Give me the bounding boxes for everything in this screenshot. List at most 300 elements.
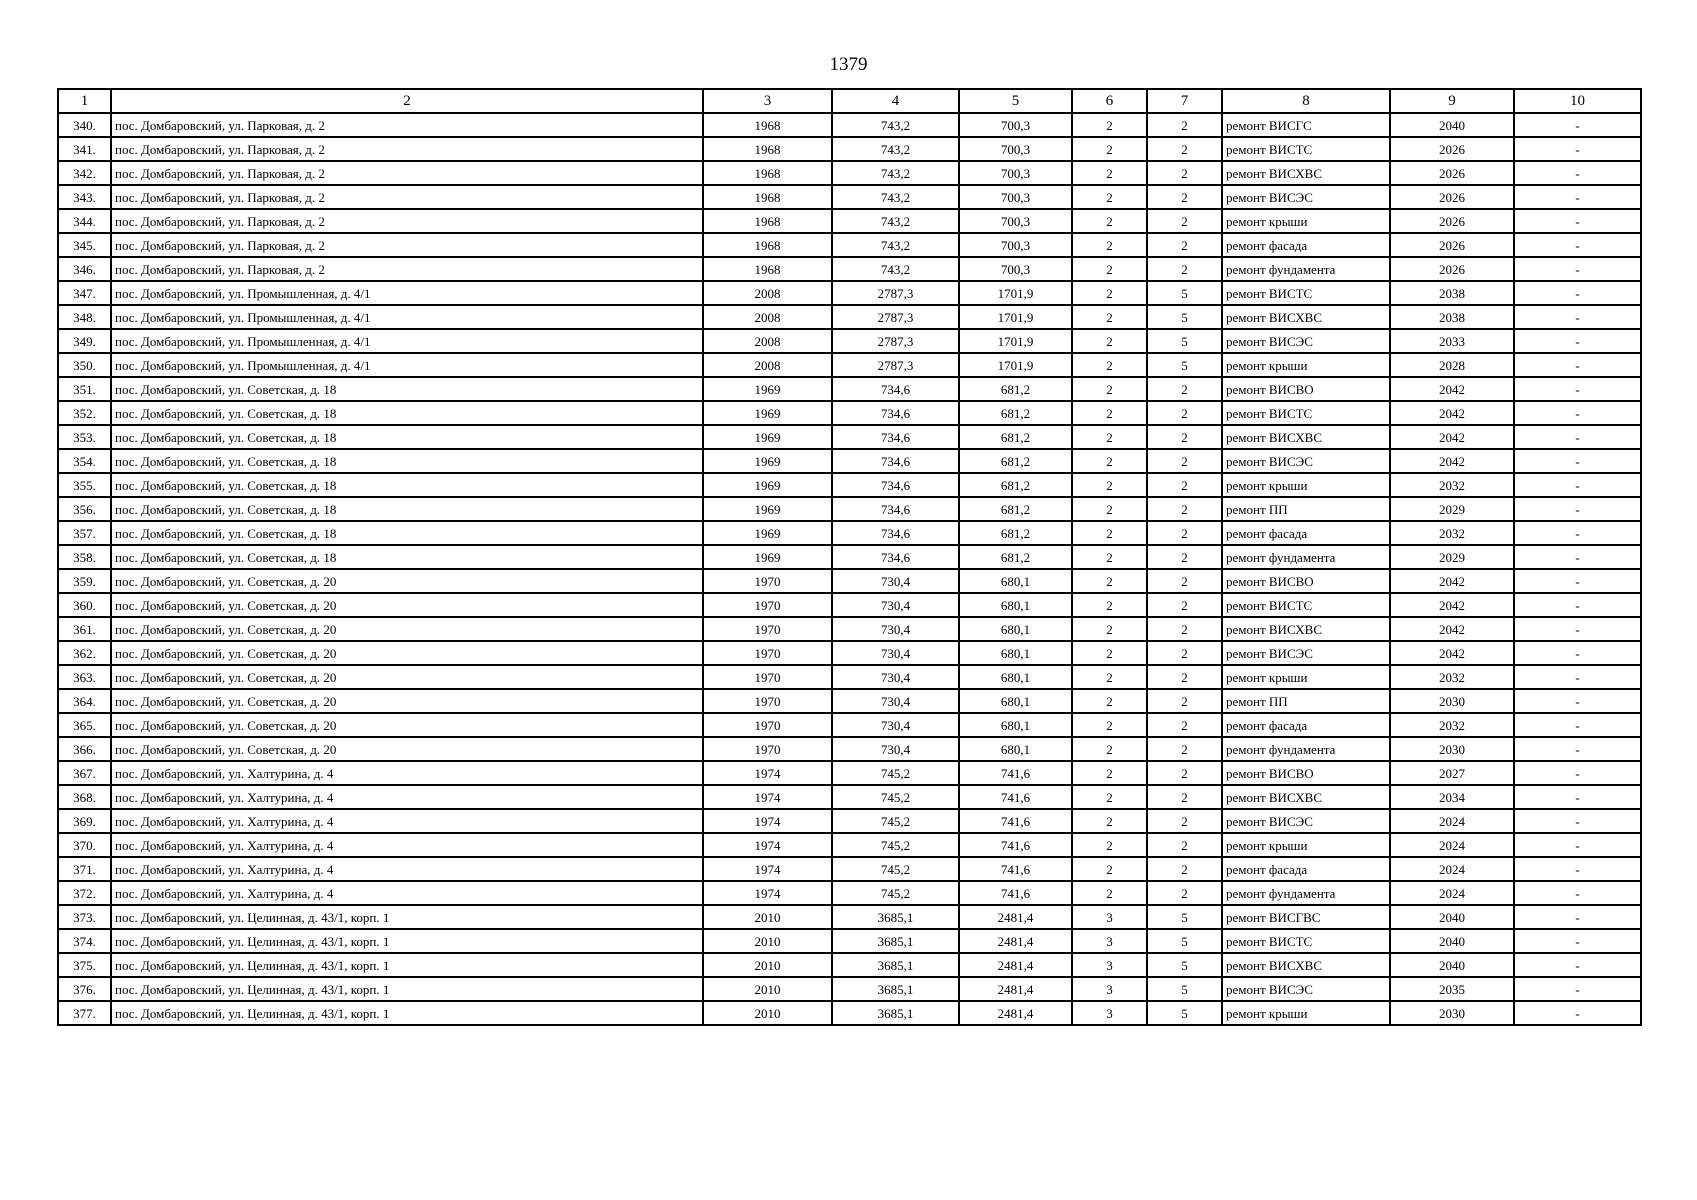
planned-year-cell: 2026 <box>1390 233 1514 257</box>
work-type-cell: ремонт ВИСХВС <box>1222 785 1390 809</box>
note-cell: - <box>1514 545 1641 569</box>
work-type-cell: ремонт ВИСЭС <box>1222 449 1390 473</box>
entrances-cell: 2 <box>1147 737 1222 761</box>
year-built-cell: 1970 <box>703 641 832 665</box>
row-number-cell: 354. <box>58 449 111 473</box>
living-area-cell: 2481,4 <box>959 977 1072 1001</box>
table-row <box>58 809 1641 833</box>
floors-cell: 2 <box>1072 857 1147 881</box>
note-cell: - <box>1514 329 1641 353</box>
total-area-cell: 734,6 <box>832 401 959 425</box>
entrances-cell: 2 <box>1147 209 1222 233</box>
table-row <box>58 785 1641 809</box>
note-cell: - <box>1514 761 1641 785</box>
living-area-cell: 680,1 <box>959 569 1072 593</box>
note-cell: - <box>1514 785 1641 809</box>
work-type-cell: ремонт фасада <box>1222 521 1390 545</box>
table-row <box>58 281 1641 305</box>
table-row <box>58 713 1641 737</box>
address-cell: пос. Домбаровский, ул. Парковая, д. 2 <box>111 161 703 185</box>
planned-year-cell: 2028 <box>1390 353 1514 377</box>
work-type-cell: ремонт ВИСЭС <box>1222 641 1390 665</box>
row-number-cell: 371. <box>58 857 111 881</box>
table-row <box>58 377 1641 401</box>
living-area-cell: 700,3 <box>959 113 1072 137</box>
floors-cell: 2 <box>1072 593 1147 617</box>
total-area-cell: 734,6 <box>832 449 959 473</box>
year-built-cell: 2008 <box>703 353 832 377</box>
note-cell: - <box>1514 617 1641 641</box>
row-number-cell: 345. <box>58 233 111 257</box>
planned-year-cell: 2042 <box>1390 641 1514 665</box>
work-type-cell: ремонт крыши <box>1222 833 1390 857</box>
entrances-cell: 2 <box>1147 881 1222 905</box>
note-cell: - <box>1514 737 1641 761</box>
table-row <box>58 545 1641 569</box>
total-area-cell: 743,2 <box>832 257 959 281</box>
header-cell-2: 2 <box>111 89 703 113</box>
row-number-cell: 359. <box>58 569 111 593</box>
year-built-cell: 1970 <box>703 737 832 761</box>
planned-year-cell: 2040 <box>1390 905 1514 929</box>
planned-year-cell: 2029 <box>1390 545 1514 569</box>
note-cell: - <box>1514 185 1641 209</box>
floors-cell: 2 <box>1072 377 1147 401</box>
row-number-cell: 347. <box>58 281 111 305</box>
work-type-cell: ремонт фундамента <box>1222 545 1390 569</box>
total-area-cell: 743,2 <box>832 233 959 257</box>
address-cell: пос. Домбаровский, ул. Советская, д. 18 <box>111 521 703 545</box>
note-cell: - <box>1514 449 1641 473</box>
row-number-cell: 375. <box>58 953 111 977</box>
year-built-cell: 2010 <box>703 905 832 929</box>
work-type-cell: ремонт ВИСХВС <box>1222 305 1390 329</box>
planned-year-cell: 2040 <box>1390 113 1514 137</box>
total-area-cell: 730,4 <box>832 713 959 737</box>
floors-cell: 2 <box>1072 521 1147 545</box>
row-number-cell: 372. <box>58 881 111 905</box>
address-cell: пос. Домбаровский, ул. Промышленная, д. 4/1 <box>111 329 703 353</box>
work-type-cell: ремонт ВИСТС <box>1222 401 1390 425</box>
table-body <box>58 113 1641 1025</box>
living-area-cell: 2481,4 <box>959 1001 1072 1025</box>
living-area-cell: 741,6 <box>959 833 1072 857</box>
entrances-cell: 2 <box>1147 449 1222 473</box>
year-built-cell: 1969 <box>703 449 832 473</box>
table-row <box>58 761 1641 785</box>
entrances-cell: 5 <box>1147 929 1222 953</box>
note-cell: - <box>1514 401 1641 425</box>
note-cell: - <box>1514 377 1641 401</box>
table-row <box>58 425 1641 449</box>
living-area-cell: 1701,9 <box>959 305 1072 329</box>
floors-cell: 2 <box>1072 353 1147 377</box>
entrances-cell: 2 <box>1147 233 1222 257</box>
address-cell: пос. Домбаровский, ул. Советская, д. 20 <box>111 569 703 593</box>
address-cell: пос. Домбаровский, ул. Халтурина, д. 4 <box>111 857 703 881</box>
work-type-cell: ремонт ВИСТС <box>1222 593 1390 617</box>
row-number-cell: 343. <box>58 185 111 209</box>
planned-year-cell: 2032 <box>1390 713 1514 737</box>
planned-year-cell: 2032 <box>1390 665 1514 689</box>
header-cell-7: 7 <box>1147 89 1222 113</box>
year-built-cell: 1969 <box>703 425 832 449</box>
living-area-cell: 741,6 <box>959 857 1072 881</box>
planned-year-cell: 2040 <box>1390 929 1514 953</box>
living-area-cell: 680,1 <box>959 641 1072 665</box>
table-row <box>58 521 1641 545</box>
floors-cell: 2 <box>1072 137 1147 161</box>
floors-cell: 2 <box>1072 785 1147 809</box>
entrances-cell: 2 <box>1147 473 1222 497</box>
total-area-cell: 3685,1 <box>832 953 959 977</box>
entrances-cell: 2 <box>1147 833 1222 857</box>
address-cell: пос. Домбаровский, ул. Советская, д. 20 <box>111 713 703 737</box>
note-cell: - <box>1514 353 1641 377</box>
header-cell-3: 3 <box>703 89 832 113</box>
address-cell: пос. Домбаровский, ул. Советская, д. 18 <box>111 449 703 473</box>
floors-cell: 2 <box>1072 641 1147 665</box>
planned-year-cell: 2024 <box>1390 809 1514 833</box>
table-row <box>58 329 1641 353</box>
row-number-cell: 342. <box>58 161 111 185</box>
work-type-cell: ремонт фасада <box>1222 857 1390 881</box>
planned-year-cell: 2026 <box>1390 137 1514 161</box>
planned-year-cell: 2042 <box>1390 593 1514 617</box>
work-type-cell: ремонт фундамента <box>1222 881 1390 905</box>
entrances-cell: 5 <box>1147 281 1222 305</box>
address-cell: пос. Домбаровский, ул. Советская, д. 20 <box>111 689 703 713</box>
living-area-cell: 2481,4 <box>959 905 1072 929</box>
planned-year-cell: 2029 <box>1390 497 1514 521</box>
address-cell: пос. Домбаровский, ул. Советская, д. 20 <box>111 593 703 617</box>
entrances-cell: 2 <box>1147 257 1222 281</box>
entrances-cell: 2 <box>1147 713 1222 737</box>
row-number-cell: 340. <box>58 113 111 137</box>
floors-cell: 2 <box>1072 833 1147 857</box>
total-area-cell: 734,6 <box>832 377 959 401</box>
entrances-cell: 2 <box>1147 617 1222 641</box>
work-type-cell: ремонт ВИСВО <box>1222 377 1390 401</box>
living-area-cell: 741,6 <box>959 785 1072 809</box>
total-area-cell: 745,2 <box>832 809 959 833</box>
total-area-cell: 734,6 <box>832 521 959 545</box>
planned-year-cell: 2026 <box>1390 257 1514 281</box>
row-number-cell: 357. <box>58 521 111 545</box>
planned-year-cell: 2042 <box>1390 425 1514 449</box>
row-number-cell: 341. <box>58 137 111 161</box>
row-number-cell: 344. <box>58 209 111 233</box>
address-cell: пос. Домбаровский, ул. Халтурина, д. 4 <box>111 809 703 833</box>
address-cell: пос. Домбаровский, ул. Советская, д. 18 <box>111 473 703 497</box>
note-cell: - <box>1514 209 1641 233</box>
note-cell: - <box>1514 905 1641 929</box>
entrances-cell: 2 <box>1147 425 1222 449</box>
address-cell: пос. Домбаровский, ул. Парковая, д. 2 <box>111 113 703 137</box>
year-built-cell: 1969 <box>703 401 832 425</box>
address-cell: пос. Домбаровский, ул. Советская, д. 18 <box>111 497 703 521</box>
work-type-cell: ремонт крыши <box>1222 353 1390 377</box>
total-area-cell: 3685,1 <box>832 929 959 953</box>
row-number-cell: 358. <box>58 545 111 569</box>
living-area-cell: 680,1 <box>959 713 1072 737</box>
work-type-cell: ремонт ВИСХВС <box>1222 425 1390 449</box>
work-type-cell: ремонт ПП <box>1222 497 1390 521</box>
row-number-cell: 377. <box>58 1001 111 1025</box>
address-cell: пос. Домбаровский, ул. Советская, д. 18 <box>111 545 703 569</box>
living-area-cell: 1701,9 <box>959 329 1072 353</box>
planned-year-cell: 2038 <box>1390 281 1514 305</box>
work-type-cell: ремонт ВИСХВС <box>1222 161 1390 185</box>
year-built-cell: 1968 <box>703 161 832 185</box>
table-row <box>58 473 1641 497</box>
total-area-cell: 730,4 <box>832 737 959 761</box>
entrances-cell: 2 <box>1147 761 1222 785</box>
year-built-cell: 2010 <box>703 929 832 953</box>
address-cell: пос. Домбаровский, ул. Советская, д. 20 <box>111 665 703 689</box>
planned-year-cell: 2030 <box>1390 737 1514 761</box>
floors-cell: 2 <box>1072 569 1147 593</box>
entrances-cell: 5 <box>1147 953 1222 977</box>
year-built-cell: 1968 <box>703 113 832 137</box>
living-area-cell: 681,2 <box>959 377 1072 401</box>
living-area-cell: 680,1 <box>959 737 1072 761</box>
table-row <box>58 593 1641 617</box>
floors-cell: 2 <box>1072 713 1147 737</box>
row-number-cell: 374. <box>58 929 111 953</box>
entrances-cell: 2 <box>1147 401 1222 425</box>
work-type-cell: ремонт ВИСЭС <box>1222 329 1390 353</box>
address-cell: пос. Домбаровский, ул. Целинная, д. 43/1, корп. 1 <box>111 977 703 1001</box>
floors-cell: 2 <box>1072 233 1147 257</box>
planned-year-cell: 2030 <box>1390 689 1514 713</box>
floors-cell: 3 <box>1072 953 1147 977</box>
entrances-cell: 2 <box>1147 137 1222 161</box>
work-type-cell: ремонт фасада <box>1222 233 1390 257</box>
row-number-cell: 350. <box>58 353 111 377</box>
address-cell: пос. Домбаровский, ул. Халтурина, д. 4 <box>111 761 703 785</box>
floors-cell: 2 <box>1072 737 1147 761</box>
row-number-cell: 348. <box>58 305 111 329</box>
entrances-cell: 5 <box>1147 353 1222 377</box>
total-area-cell: 730,4 <box>832 665 959 689</box>
floors-cell: 2 <box>1072 113 1147 137</box>
living-area-cell: 1701,9 <box>959 281 1072 305</box>
floors-cell: 2 <box>1072 689 1147 713</box>
work-type-cell: ремонт ВИСГС <box>1222 113 1390 137</box>
total-area-cell: 3685,1 <box>832 977 959 1001</box>
row-number-cell: 369. <box>58 809 111 833</box>
total-area-cell: 730,4 <box>832 569 959 593</box>
year-built-cell: 2008 <box>703 305 832 329</box>
row-number-cell: 352. <box>58 401 111 425</box>
table-row <box>58 953 1641 977</box>
living-area-cell: 681,2 <box>959 497 1072 521</box>
address-cell: пос. Домбаровский, ул. Промышленная, д. 4/1 <box>111 281 703 305</box>
floors-cell: 2 <box>1072 329 1147 353</box>
year-built-cell: 1974 <box>703 857 832 881</box>
note-cell: - <box>1514 113 1641 137</box>
entrances-cell: 2 <box>1147 161 1222 185</box>
row-number-cell: 355. <box>58 473 111 497</box>
entrances-cell: 2 <box>1147 689 1222 713</box>
year-built-cell: 1974 <box>703 881 832 905</box>
entrances-cell: 2 <box>1147 857 1222 881</box>
total-area-cell: 730,4 <box>832 641 959 665</box>
floors-cell: 3 <box>1072 1001 1147 1025</box>
total-area-cell: 734,6 <box>832 545 959 569</box>
work-type-cell: ремонт ВИСТС <box>1222 281 1390 305</box>
note-cell: - <box>1514 161 1641 185</box>
total-area-cell: 3685,1 <box>832 905 959 929</box>
year-built-cell: 1969 <box>703 497 832 521</box>
note-cell: - <box>1514 521 1641 545</box>
work-type-cell: ремонт фундамента <box>1222 737 1390 761</box>
year-built-cell: 1970 <box>703 569 832 593</box>
planned-year-cell: 2042 <box>1390 377 1514 401</box>
total-area-cell: 734,6 <box>832 497 959 521</box>
total-area-cell: 2787,3 <box>832 305 959 329</box>
year-built-cell: 1974 <box>703 785 832 809</box>
floors-cell: 2 <box>1072 473 1147 497</box>
entrances-cell: 2 <box>1147 641 1222 665</box>
address-cell: пос. Домбаровский, ул. Парковая, д. 2 <box>111 137 703 161</box>
total-area-cell: 743,2 <box>832 161 959 185</box>
header-cell-1: 1 <box>58 89 111 113</box>
planned-year-cell: 2034 <box>1390 785 1514 809</box>
living-area-cell: 680,1 <box>959 593 1072 617</box>
header-cell-10: 10 <box>1514 89 1641 113</box>
table-row <box>58 689 1641 713</box>
table-row <box>58 401 1641 425</box>
work-type-cell: ремонт ВИСТС <box>1222 137 1390 161</box>
note-cell: - <box>1514 497 1641 521</box>
work-type-cell: ремонт крыши <box>1222 1001 1390 1025</box>
year-built-cell: 1968 <box>703 209 832 233</box>
year-built-cell: 2010 <box>703 1001 832 1025</box>
planned-year-cell: 2024 <box>1390 857 1514 881</box>
row-number-cell: 376. <box>58 977 111 1001</box>
planned-year-cell: 2033 <box>1390 329 1514 353</box>
entrances-cell: 2 <box>1147 569 1222 593</box>
planned-year-cell: 2042 <box>1390 449 1514 473</box>
total-area-cell: 730,4 <box>832 593 959 617</box>
header-cell-6: 6 <box>1072 89 1147 113</box>
total-area-cell: 2787,3 <box>832 353 959 377</box>
note-cell: - <box>1514 689 1641 713</box>
address-cell: пос. Домбаровский, ул. Парковая, д. 2 <box>111 257 703 281</box>
planned-year-cell: 2026 <box>1390 161 1514 185</box>
total-area-cell: 2787,3 <box>832 329 959 353</box>
total-area-cell: 734,6 <box>832 473 959 497</box>
year-built-cell: 1968 <box>703 233 832 257</box>
floors-cell: 2 <box>1072 305 1147 329</box>
entrances-cell: 5 <box>1147 329 1222 353</box>
total-area-cell: 743,2 <box>832 209 959 233</box>
year-built-cell: 1970 <box>703 713 832 737</box>
row-number-cell: 349. <box>58 329 111 353</box>
planned-year-cell: 2042 <box>1390 617 1514 641</box>
floors-cell: 2 <box>1072 497 1147 521</box>
planned-year-cell: 2027 <box>1390 761 1514 785</box>
entrances-cell: 2 <box>1147 113 1222 137</box>
table-row <box>58 737 1641 761</box>
work-type-cell: ремонт ВИСВО <box>1222 761 1390 785</box>
address-cell: пос. Домбаровский, ул. Парковая, д. 2 <box>111 233 703 257</box>
floors-cell: 2 <box>1072 665 1147 689</box>
table-row <box>58 305 1641 329</box>
planned-year-cell: 2024 <box>1390 881 1514 905</box>
row-number-cell: 362. <box>58 641 111 665</box>
note-cell: - <box>1514 137 1641 161</box>
note-cell: - <box>1514 713 1641 737</box>
note-cell: - <box>1514 473 1641 497</box>
row-number-cell: 363. <box>58 665 111 689</box>
living-area-cell: 681,2 <box>959 401 1072 425</box>
row-number-cell: 368. <box>58 785 111 809</box>
floors-cell: 2 <box>1072 281 1147 305</box>
year-built-cell: 1968 <box>703 257 832 281</box>
row-number-cell: 356. <box>58 497 111 521</box>
header-cell-9: 9 <box>1390 89 1514 113</box>
living-area-cell: 741,6 <box>959 761 1072 785</box>
total-area-cell: 743,2 <box>832 137 959 161</box>
table-row <box>58 833 1641 857</box>
note-cell: - <box>1514 809 1641 833</box>
table-row <box>58 881 1641 905</box>
year-built-cell: 1969 <box>703 377 832 401</box>
table-row <box>58 161 1641 185</box>
living-area-cell: 681,2 <box>959 473 1072 497</box>
year-built-cell: 2008 <box>703 329 832 353</box>
floors-cell: 2 <box>1072 425 1147 449</box>
note-cell: - <box>1514 1001 1641 1025</box>
living-area-cell: 2481,4 <box>959 953 1072 977</box>
work-type-cell: ремонт ВИСГВС <box>1222 905 1390 929</box>
address-cell: пос. Домбаровский, ул. Халтурина, д. 4 <box>111 785 703 809</box>
entrances-cell: 5 <box>1147 1001 1222 1025</box>
entrances-cell: 2 <box>1147 809 1222 833</box>
living-area-cell: 681,2 <box>959 449 1072 473</box>
living-area-cell: 700,3 <box>959 209 1072 233</box>
planned-year-cell: 2038 <box>1390 305 1514 329</box>
year-built-cell: 1969 <box>703 521 832 545</box>
table-row <box>58 209 1641 233</box>
note-cell: - <box>1514 569 1641 593</box>
living-area-cell: 741,6 <box>959 881 1072 905</box>
table-row <box>58 929 1641 953</box>
table-row <box>58 449 1641 473</box>
total-area-cell: 734,6 <box>832 425 959 449</box>
year-built-cell: 1974 <box>703 833 832 857</box>
floors-cell: 2 <box>1072 449 1147 473</box>
floors-cell: 2 <box>1072 257 1147 281</box>
year-built-cell: 1969 <box>703 545 832 569</box>
note-cell: - <box>1514 665 1641 689</box>
address-cell: пос. Домбаровский, ул. Целинная, д. 43/1, корп. 1 <box>111 905 703 929</box>
address-cell: пос. Домбаровский, ул. Советская, д. 18 <box>111 425 703 449</box>
floors-cell: 2 <box>1072 209 1147 233</box>
floors-cell: 2 <box>1072 809 1147 833</box>
year-built-cell: 1974 <box>703 761 832 785</box>
planned-year-cell: 2026 <box>1390 185 1514 209</box>
note-cell: - <box>1514 953 1641 977</box>
row-number-cell: 367. <box>58 761 111 785</box>
row-number-cell: 364. <box>58 689 111 713</box>
entrances-cell: 2 <box>1147 545 1222 569</box>
floors-cell: 2 <box>1072 185 1147 209</box>
table-row <box>58 113 1641 137</box>
